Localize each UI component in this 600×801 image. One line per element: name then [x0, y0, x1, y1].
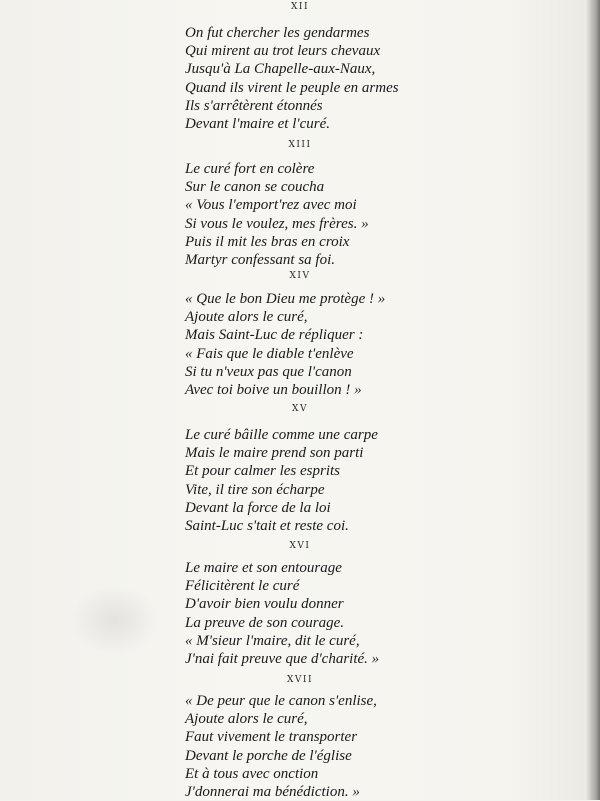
verse-line: Martyr confessant sa foi.: [185, 252, 335, 269]
verse-line: « M'sieur l'maire, dit le curé,: [185, 632, 360, 649]
verse-line: Devant la force de la loi: [185, 499, 331, 516]
verse-line: Mais le maire prend son parti: [185, 445, 364, 462]
stanza-xv: [185, 426, 378, 535]
verse-line: Avec toi boive un bouillon ! »: [185, 382, 362, 399]
verse-line: Qui mirent au trot leurs chevaux: [185, 43, 381, 60]
stanza-number: XIII: [288, 140, 312, 150]
stanza-xiii: [185, 160, 369, 269]
verse-line: Saint-Luc s'tait et reste coi.: [185, 518, 349, 535]
verse-line: Si vous le voulez, mes frères. »: [185, 215, 369, 232]
verse-line: J'donnerai ma bénédiction. »: [185, 784, 360, 801]
verse-line: Jusqu'à La Chapelle-aux-Naux,: [185, 61, 376, 78]
stanza-xvii: [185, 692, 377, 801]
verse-line: Ils s'arrêtèrent étonnés: [185, 97, 323, 114]
verse-line: Ajoute alors le curé,: [185, 711, 308, 728]
verse-line: « Fais que le diable t'enlève: [185, 345, 354, 362]
page-smudge: [70, 585, 160, 655]
verse-line: Ajoute alors le curé,: [185, 309, 308, 326]
verse-line: Le maire et son entourage: [185, 560, 342, 576]
verse-line: Et pour calmer les esprits: [185, 463, 340, 480]
verse-line: La preuve de son courage.: [185, 614, 344, 631]
stanza-xii: [185, 24, 399, 133]
verse-line: D'avoir bien voulu donner: [185, 596, 344, 613]
verse-line: On fut chercher les gendarmes: [185, 25, 370, 41]
verse-line: Sur le canon se coucha: [185, 179, 325, 196]
stanza-number: XVI: [289, 541, 311, 551]
verse-line: Et à tous avec onction: [185, 765, 319, 782]
verse-line: « Vous l'emport'rez avec moi: [185, 197, 357, 214]
stanza-number: XV: [292, 404, 308, 414]
verse-line: Devant l'maire et l'curé.: [185, 116, 330, 133]
stanza-number: XIV: [289, 271, 311, 281]
verse-line: Le curé bâille comme une carpe: [185, 427, 378, 443]
verse-line: Vite, il tire son écharpe: [185, 481, 325, 498]
stanza-xiv: [185, 290, 385, 399]
verse-line: J'nai fait preuve que d'charité. »: [185, 651, 380, 668]
verse-line: Devant le porche de l'église: [185, 747, 352, 764]
verse-line: « Que le bon Dieu me protège ! »: [185, 291, 386, 307]
verse-line: Félicitèrent le curé: [185, 578, 300, 595]
verse-line: Si tu n'veux pas que l'canon: [185, 363, 352, 380]
stanza-number: XII: [290, 2, 310, 12]
verse-line: Faut vivement le transporter: [185, 729, 358, 746]
verse-line: Le curé fort en colère: [185, 161, 315, 177]
verse-line: « De peur que le canon s'enlise,: [185, 693, 377, 709]
stanza-xvi: [185, 559, 379, 668]
verse-line: Mais Saint-Luc de répliquer :: [185, 327, 364, 344]
stanza-number: XVII: [286, 675, 314, 685]
verse-line: Puis il mit les bras en croix: [185, 233, 350, 250]
verse-line: Quand ils virent le peuple en armes: [185, 79, 399, 96]
